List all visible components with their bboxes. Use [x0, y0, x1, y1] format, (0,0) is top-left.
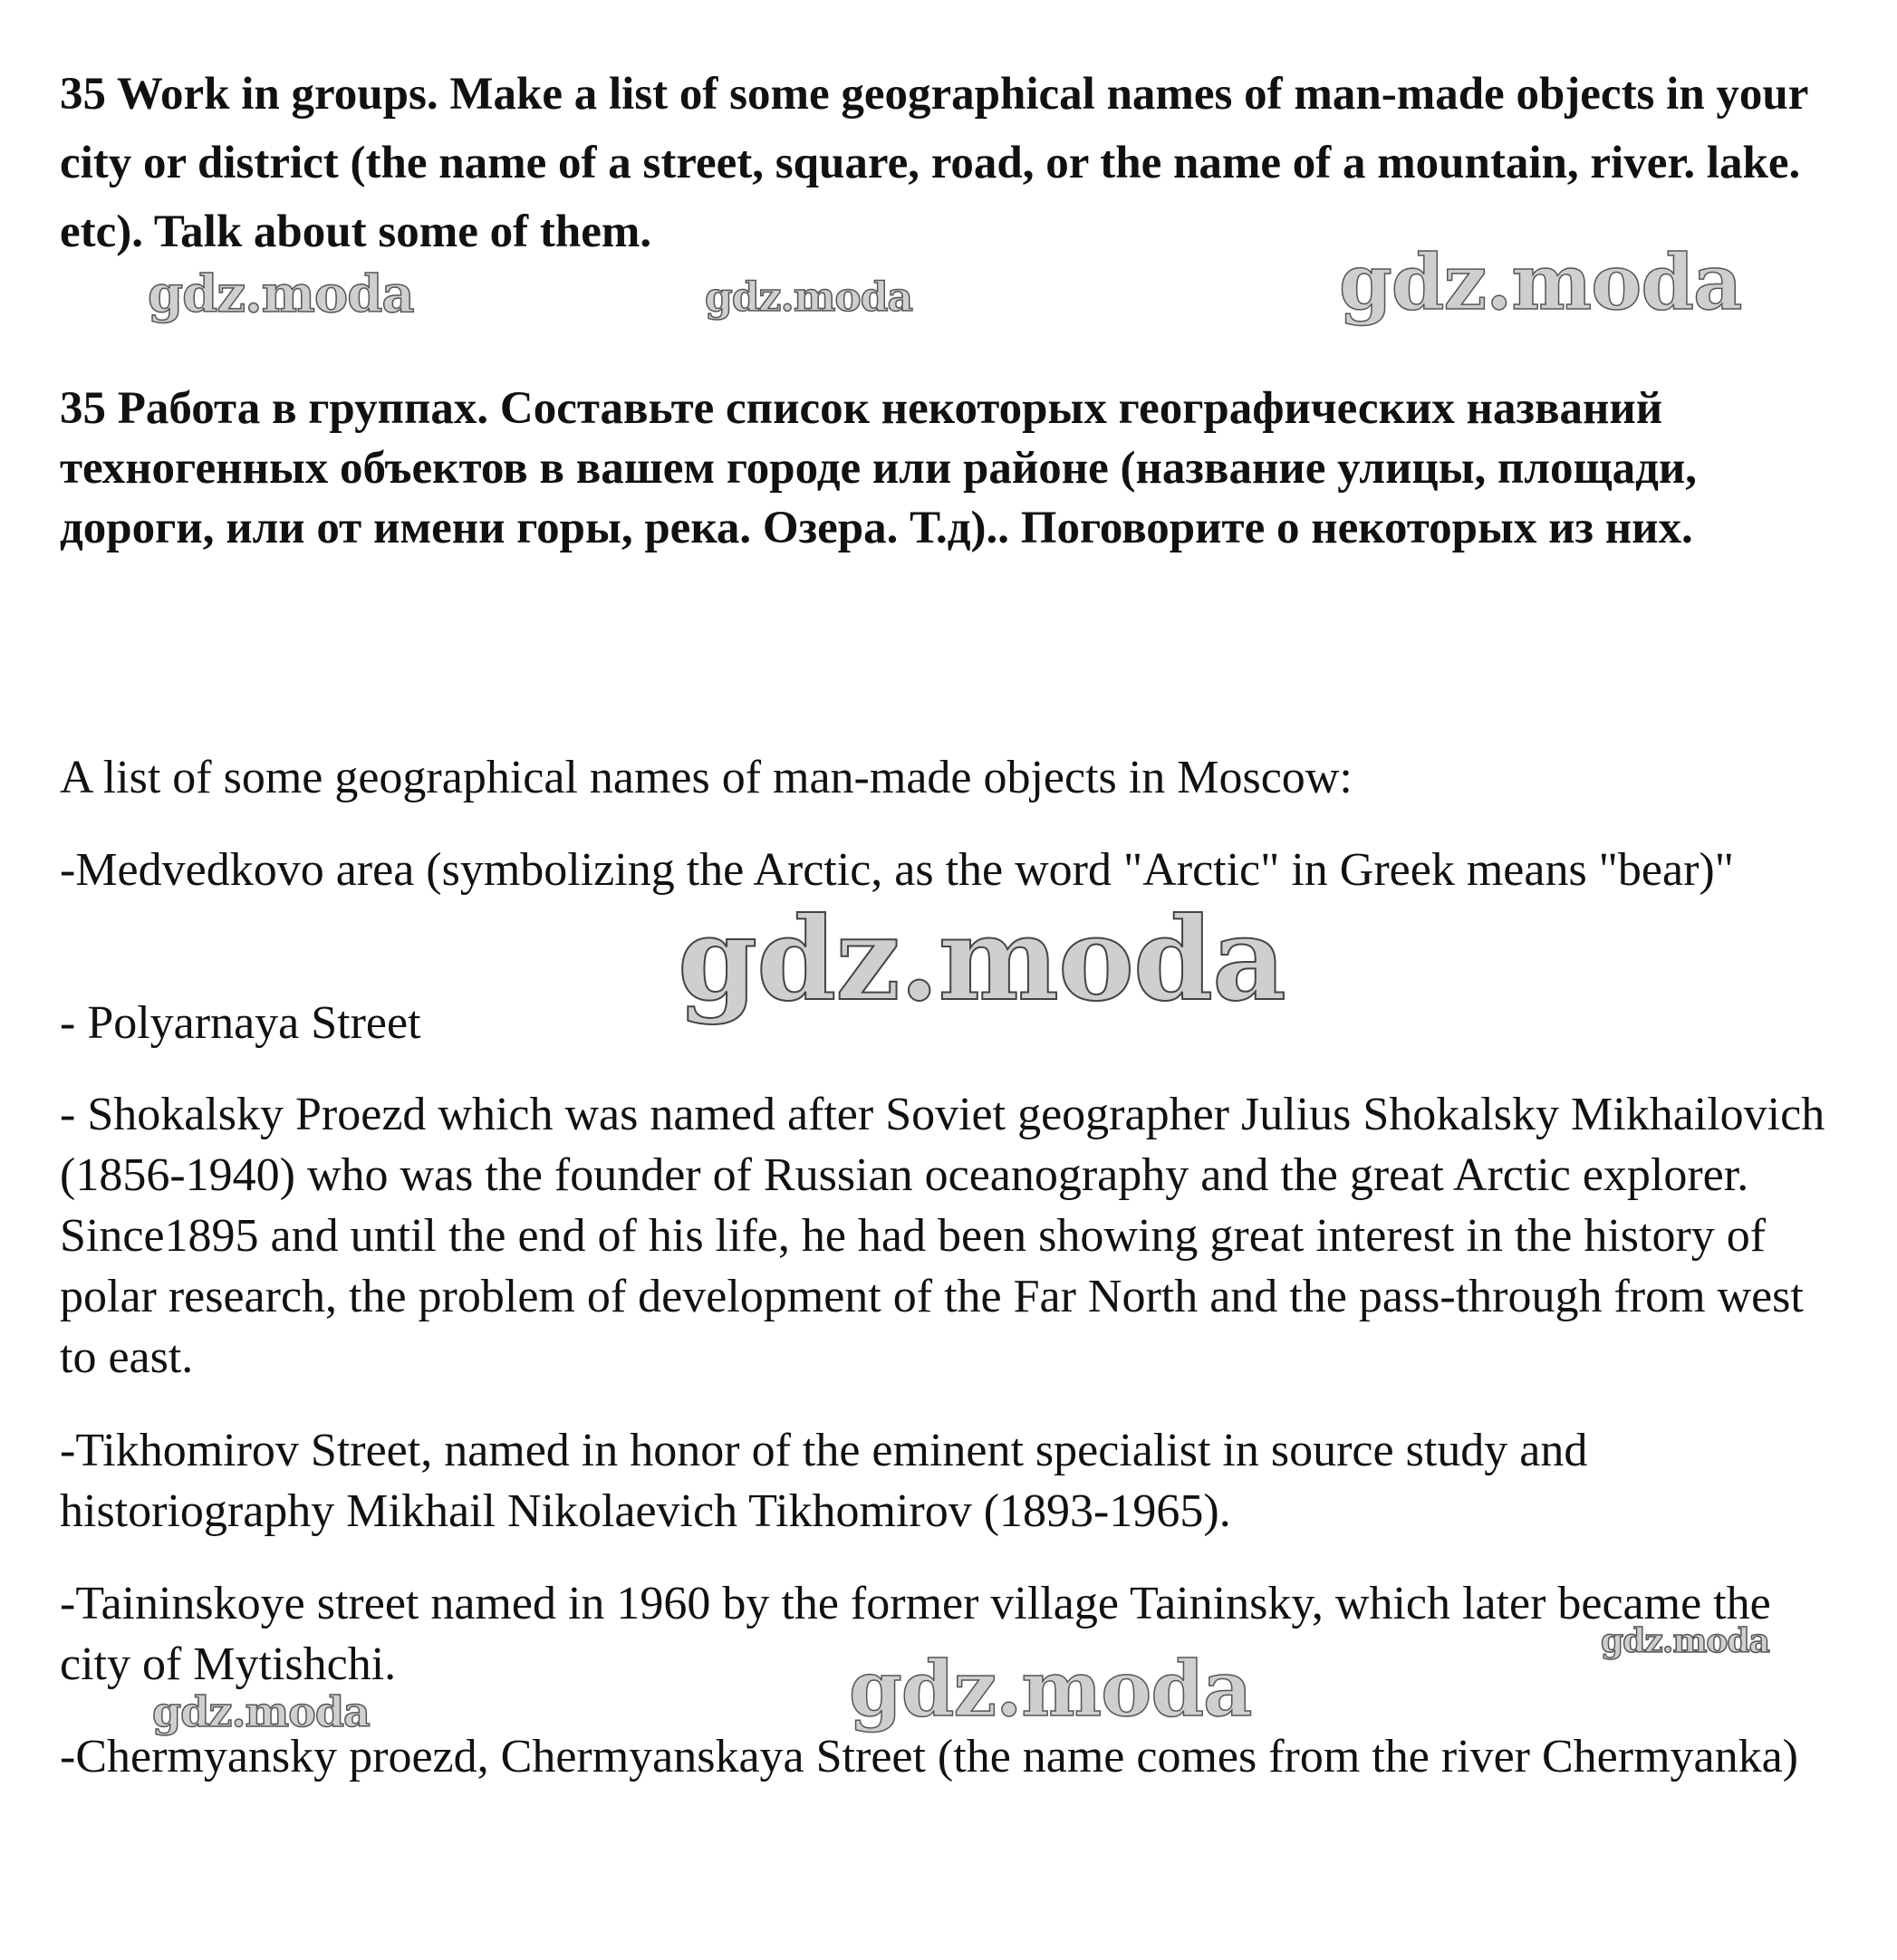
watermark: gdz.moda	[1601, 1622, 1769, 1660]
watermark: gdz.moda	[849, 1644, 1252, 1734]
answer-intro: A list of some geographical names of man-made objects in Moscow:	[60, 752, 1353, 803]
answer-item-chermyansky: -Chermyansky proezd, Chermyanskaya Street (the name comes from the river Chermyanka)	[60, 1731, 1798, 1782]
watermark: gdz.moda	[148, 264, 414, 324]
task-text-russian: 35 Работа в группах. Составьте список некоторых географических названий техногенных объектов в вашем городе или районе (название улицы, площади, дороги, или от имени горы, река. Озера. Т.д).. Поговорите о некоторых из них.	[60, 383, 1698, 553]
watermark: gdz.moda	[152, 1687, 370, 1736]
answer-item-taininskoye: -Taininskoye street named in 1960 by the former village Taininsky, which later became the city of Mytishchi.	[60, 1578, 1771, 1690]
answer-item-medvedkovo: -Medvedkovo area (symbolizing the Arctic, as the word "Arctic" in Greek means "bear)"	[60, 844, 1734, 896]
watermark: gdz.moda	[1339, 237, 1742, 327]
answer-item-shokalsky: - Shokalsky Proezd which was named after Soviet geographer Julius Shokalsky Mikhailovich (1856-1940) who was the founder of Russian oceanography and the great Arctic explorer. Since1895 and until the end of his life, he had been showing great interest in the history of polar research, the problem of development of the Far North and the pass-through from west to east.	[60, 1089, 1825, 1383]
watermark: gdz.moda	[705, 274, 913, 321]
watermark: gdz.moda	[678, 892, 1286, 1026]
task-text-english: 35 Work in groups. Make a list of some geographical names of man-made objects in your city or district (the name of a street, square, road, or the name of a mountain, river. lake. etc). Talk about some of them.	[60, 69, 1808, 257]
answer-item-tikhomirov: -Tikhomirov Street, named in honor of the eminent specialist in source study and historiography Mikhail Nikolaevich Tikhomirov (1893-1965).	[60, 1425, 1588, 1537]
answer-item-polyarnaya: - Polyarnaya Street	[60, 997, 421, 1049]
